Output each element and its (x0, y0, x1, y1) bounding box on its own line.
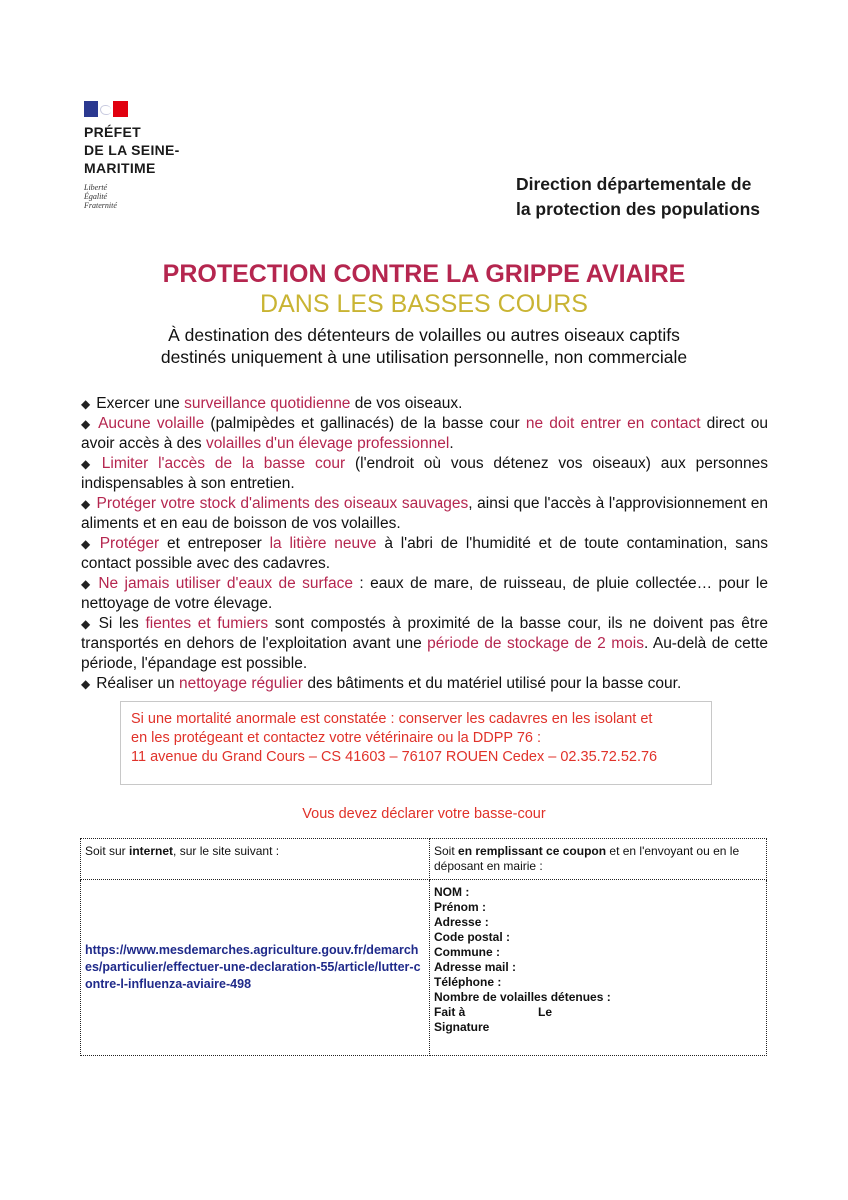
field-adresse: Adresse : (434, 915, 489, 929)
highlighted-text: Protéger (99, 535, 160, 552)
item-text: des bâtiments et du matériel utilisé pour la basse cour. (303, 675, 682, 692)
diamond-bullet-icon: ◆ (81, 457, 96, 471)
diamond-bullet-icon: ◆ (81, 577, 93, 591)
item-text: . Au-delà de cette période, l'épandage est possible. (81, 635, 769, 672)
header-bold-text: en remplissant ce coupon (458, 844, 607, 858)
highlighted-text: Protéger votre stock d'aliments des oiseaux sauvages (96, 495, 469, 512)
field-telephone: Téléphone : (434, 975, 502, 989)
main-subtitle: DANS LES BASSES COURS (260, 290, 588, 318)
logo-title-line: DE LA SEINE- (84, 142, 180, 158)
recommendation-item (81, 614, 768, 674)
highlighted-text: Ne jamais utiliser d'eaux de surface (98, 575, 353, 592)
item-text: direct ou avoir accès à des (81, 415, 768, 452)
highlighted-text: surveillance quotidienne (184, 395, 351, 412)
diamond-bullet-icon: ◆ (81, 617, 93, 631)
header-text: Soit sur (85, 844, 130, 858)
field-code-postal: Code postal : (434, 930, 511, 944)
recommendation-item (81, 414, 768, 454)
item-text: sont compostés à proximité de la basse cour, ils ne doivent pas être transportés en dehors de l'exploitation avant une (81, 615, 768, 652)
field-prenom: Prénom : (434, 900, 487, 914)
field-nom: NOM : (434, 885, 470, 899)
main-title: PROTECTION CONTRE LA GRIPPE AVIAIRE (162, 260, 686, 288)
item-text: (palmipèdes et gallinacés) de la basse cour (204, 415, 526, 432)
item-text: Réaliser un (96, 675, 179, 692)
logo-title-line: PRÉFET (84, 124, 142, 140)
audience-line: destinés uniquement à une utilisation personnelle, non commerciale (160, 347, 688, 367)
marianne-flag-icon (84, 101, 128, 117)
coupon-header-cell (430, 839, 767, 880)
recommendation-item (81, 674, 768, 694)
direction-line: Direction départementale de (515, 174, 752, 194)
item-text: Si les (98, 615, 146, 632)
header-bold-text: internet (129, 844, 174, 858)
item-text: Exercer une (96, 395, 185, 412)
item-text: et entreposer (159, 535, 270, 552)
diamond-bullet-icon: ◆ (81, 497, 91, 511)
field-commune: Commune : (434, 945, 500, 959)
item-text: de vos oiseaux. (350, 395, 463, 412)
item-text: , ainsi que l'accès à l'approvisionnement en aliments et en eau de boisson de vos volailles. (81, 495, 768, 532)
field-adresse-mail: Adresse mail : (434, 960, 517, 974)
highlighted-text: Limiter l'accès de la basse cour (101, 455, 346, 472)
diamond-bullet-icon: ◆ (81, 677, 91, 691)
highlighted-text: la litière neuve (269, 535, 377, 552)
item-text: (l'endroit où vous détenez vos oiseaux) aux personnes indispensables à son entretien. (81, 455, 768, 492)
link-cell (81, 880, 430, 1056)
coupon-fields-cell (430, 880, 767, 1056)
alert-line: 11 avenue du Grand Cours – CS 41603 – 76107 ROUEN Cedex – 02.35.72.52.76 (131, 749, 658, 765)
header-text: Soit (434, 844, 459, 858)
motto-line: Liberté (84, 183, 108, 192)
direction-header (516, 172, 760, 222)
recommendation-item (81, 394, 768, 414)
mortality-alert-box (120, 701, 712, 785)
motto-line: Égalité (84, 192, 108, 201)
direction-line: la protection des populations (515, 199, 760, 219)
logo-motto (84, 183, 224, 210)
audience-note (0, 324, 848, 368)
field-nombre-volailles: Nombre de volailles détenues : (434, 990, 611, 1004)
diamond-bullet-icon: ◆ (81, 417, 93, 431)
item-text: à l'abri de l'humidité et de toute contamination, sans contact possible avec des cadavres. (81, 535, 768, 572)
highlighted-text: fientes et fumiers (145, 615, 269, 632)
motto-line: Fraternité (84, 201, 117, 210)
logo-title (84, 123, 224, 177)
highlighted-text: nettoyage régulier (178, 675, 304, 692)
header-text: et en l'envoyant ou en le déposant en mairie : (434, 844, 740, 873)
recommendations-list (81, 394, 768, 694)
diamond-bullet-icon: ◆ (81, 397, 91, 411)
declaration-link[interactable]: https://www.mesdemarches.agriculture.gouv.fr/demarches/particulier/effectuer-une-declaration-55/article/lutter-contre-l-influenza-aviaire-498 (85, 943, 421, 991)
highlighted-text: Aucune volaille (98, 415, 205, 432)
recommendation-item (81, 534, 768, 574)
recommendation-item (81, 494, 768, 534)
declare-title: Vous devez déclarer votre basse-cour (302, 806, 546, 822)
field-fait-le: Fait à Le (434, 1005, 553, 1019)
internet-header-cell (81, 839, 430, 880)
recommendation-item (81, 574, 768, 614)
field-signature: Signature (434, 1020, 490, 1034)
audience-line: À destination des détenteurs de volailles ou autres oiseaux captifs (168, 325, 680, 345)
highlighted-text: période de stockage de 2 mois (427, 635, 644, 652)
highlighted-text: volailles d'un élevage professionnel (205, 435, 450, 452)
header-text: , sur le site suivant : (173, 844, 280, 858)
logo-title-line: MARITIME (84, 160, 156, 176)
declaration-table (80, 838, 767, 1056)
diamond-bullet-icon: ◆ (81, 537, 94, 551)
alert-line: en les protégeant et contactez votre vétérinaire ou la DDPP 76 : (131, 730, 542, 746)
recommendation-item (81, 454, 768, 494)
prefecture-logo (84, 101, 224, 210)
item-text: . (449, 435, 454, 452)
highlighted-text: ne doit entrer en contact (525, 415, 701, 432)
alert-line: Si une mortalité anormale est constatée : conserver les cadavres en les isolant et (131, 711, 653, 727)
item-text: : eaux de mare, de ruisseau, de pluie collectée… pour le nettoyage de votre élevage. (81, 575, 768, 612)
